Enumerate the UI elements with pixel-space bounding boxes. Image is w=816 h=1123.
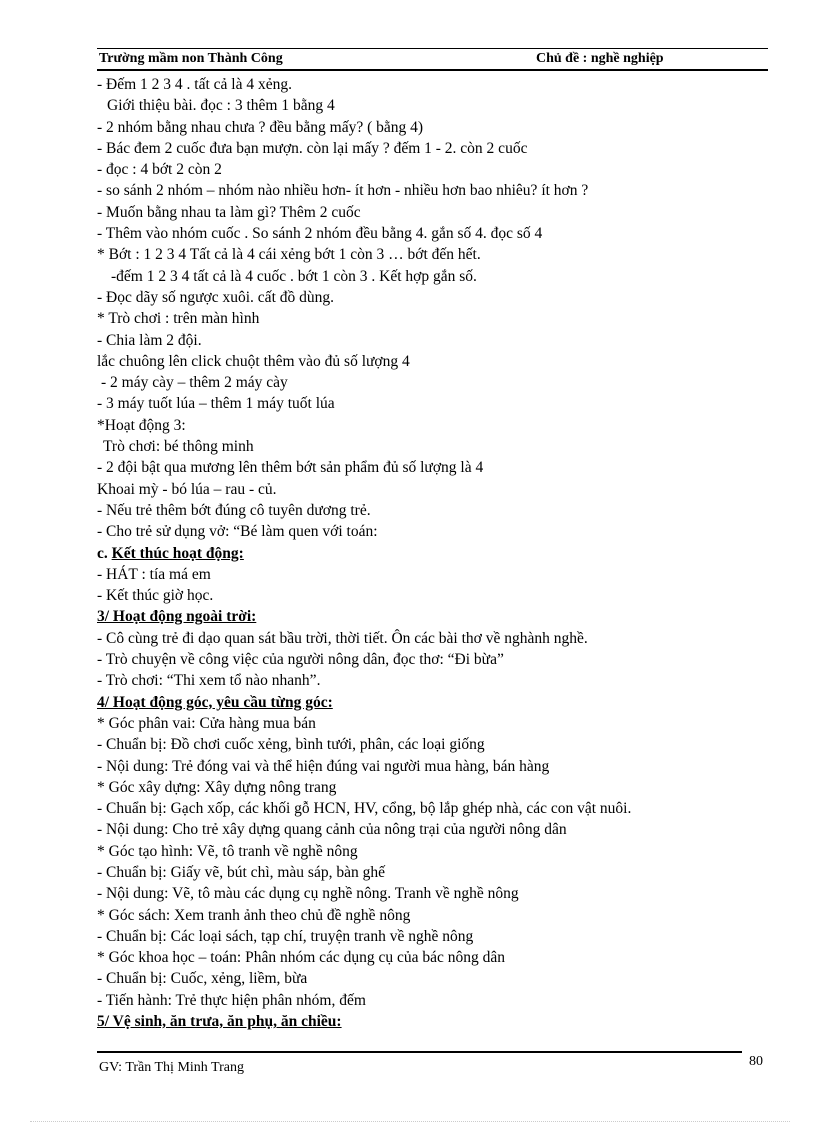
text-line: * Bớt : 1 2 3 4 Tất cả là 4 cái xẻng bớt 1 còn 3 … bớt đến hết.: [97, 246, 481, 264]
text-line: - Chuẩn bị: Đồ chơi cuốc xẻng, bình tưới, phân, các loại giống: [97, 736, 485, 754]
text-line: Khoai mỳ - bó lúa – rau - củ.: [97, 480, 277, 498]
text-line: - Trò chuyện về công việc của người nông dân, đọc thơ: “Đi bừa”: [97, 651, 504, 669]
page-number: 80: [749, 1054, 763, 1069]
section-heading: [97, 1011, 777, 1032]
text-line: - Tiến hành: Trẻ thực hiện phân nhóm, đếm: [97, 991, 366, 1009]
text-line: - so sánh 2 nhóm – nhóm nào nhiều hơn- ít hơn - nhiều hơn bao nhiêu? ít hơn ?: [97, 182, 589, 200]
text-line: - 2 nhóm bằng nhau chưa ? đều bằng mấy? ( bằng 4): [97, 118, 424, 136]
text-line: - Nếu trẻ thêm bớt đúng cô tuyên dương trẻ.: [97, 501, 371, 519]
heading-text: 3/ Hoạt động ngoài trời:: [97, 608, 257, 626]
text-line: - 2 đội bật qua mương lên thêm bớt sản phẩm đủ số lượng là 4: [97, 459, 484, 477]
text-line: - Cho trẻ sử dụng vở: “Bé làm quen với toán:: [97, 523, 378, 541]
page-bottom-dotted-rule: [30, 1121, 790, 1122]
text-line: - Trò chơi: “Thi xem tổ nào nhanh”.: [97, 672, 321, 690]
text-line: - 3 máy tuốt lúa – thêm 1 máy tuốt lúa: [97, 395, 335, 413]
text-line: * Góc tạo hình: Vẽ, tô tranh về nghề nông: [97, 842, 358, 860]
text-line: - Chuẩn bị: Cuốc, xẻng, liềm, bừa: [97, 970, 308, 988]
heading-prefix: c.: [97, 544, 112, 562]
document-body: [97, 74, 777, 1032]
heading-text: 5/ Vệ sinh, ăn trưa, ăn phụ, ăn chiều:: [97, 1013, 342, 1031]
heading-text: 4/ Hoạt động góc, yêu cầu từng góc:: [97, 693, 333, 711]
text-line: lắc chuông lên click chuột thêm vào đủ số lượng 4: [97, 352, 410, 370]
text-line: * Góc khoa học – toán: Phân nhóm các dụng cụ của bác nông dân: [97, 949, 506, 967]
text-line: - đọc : 4 bớt 2 còn 2: [97, 161, 222, 179]
text-line: - Thêm vào nhóm cuốc . So sánh 2 nhóm đều bằng 4. gắn số 4. đọc số 4: [97, 225, 543, 243]
header-bottom-rule: [97, 69, 768, 71]
text-line: * Trò chơi : trên màn hình: [97, 310, 260, 328]
text-line: Trò chơi: bé thông minh: [103, 438, 254, 456]
text-line: - Đếm 1 2 3 4 . tất cả là 4 xẻng.: [97, 76, 292, 93]
header-top-rule: [97, 48, 768, 49]
text-line: - Bác đem 2 cuốc đưa bạn mượn. còn lại mấy ? đếm 1 - 2. còn 2 cuốc: [97, 139, 528, 157]
header-school-name: Trường mầm non Thành Công: [99, 51, 283, 66]
text-line: - Nội dung: Vẽ, tô màu các dụng cụ nghề nông. Tranh về nghề nông: [97, 885, 519, 903]
text-line: - Nội dung: Cho trẻ xây dựng quang cảnh của nông trại của người nông dân: [97, 821, 567, 839]
section-heading: [97, 543, 777, 564]
page-header: [97, 48, 768, 72]
text-line: - Chuẩn bị: Giấy vẽ, bút chì, màu sáp, bàn ghế: [97, 863, 385, 881]
footer-teacher-name: GV: Trần Thị Minh Trang: [99, 1060, 244, 1075]
section-heading: [97, 692, 777, 713]
text-line: - Cô cùng trẻ đi dạo quan sát bầu trời, thời tiết. Ôn các bài thơ về nghành nghề.: [97, 629, 588, 647]
text-line: * Góc xây dựng: Xây dựng nông trang: [97, 778, 337, 796]
text-line: -đếm 1 2 3 4 tất cả là 4 cuốc . bớt 1 còn 3 . Kết hợp gắn số.: [111, 267, 477, 285]
text-line: - Chuẩn bị: Gạch xốp, các khối gỗ HCN, HV, cổng, bộ lắp ghép nhà, các con vật nuôi.: [97, 800, 632, 818]
text-line: * Góc sách: Xem tranh ảnh theo chủ đề nghề nông: [97, 906, 411, 924]
header-theme: Chủ đề : nghề nghiệp: [536, 51, 664, 66]
text-line: Giới thiệu bài. đọc : 3 thêm 1 bằng 4: [107, 97, 335, 115]
section-heading: [97, 606, 777, 627]
text-line: - Chuẩn bị: Các loại sách, tạp chí, truyện tranh về nghề nông: [97, 927, 474, 945]
text-line: - Muốn bằng nhau ta làm gì? Thêm 2 cuốc: [97, 203, 361, 221]
text-line: - Kết thúc giờ học.: [97, 587, 214, 605]
text-line: - HÁT : tía má em: [97, 565, 211, 583]
text-line: - Chia làm 2 đội.: [97, 331, 202, 349]
footer-rule: [97, 1051, 742, 1053]
text-line: - 2 máy cày – thêm 2 máy cày: [101, 374, 288, 392]
heading-text: Kết thúc hoạt động:: [111, 544, 244, 562]
text-line: - Nội dung: Trẻ đóng vai và thể hiện đúng vai người mua hàng, bán hàng: [97, 757, 550, 775]
text-line: * Góc phân vai: Cửa hàng mua bán: [97, 714, 316, 732]
text-line: *Hoạt động 3:: [97, 416, 186, 434]
text-line: - Đọc dãy số ngược xuôi. cất đồ dùng.: [97, 288, 334, 306]
